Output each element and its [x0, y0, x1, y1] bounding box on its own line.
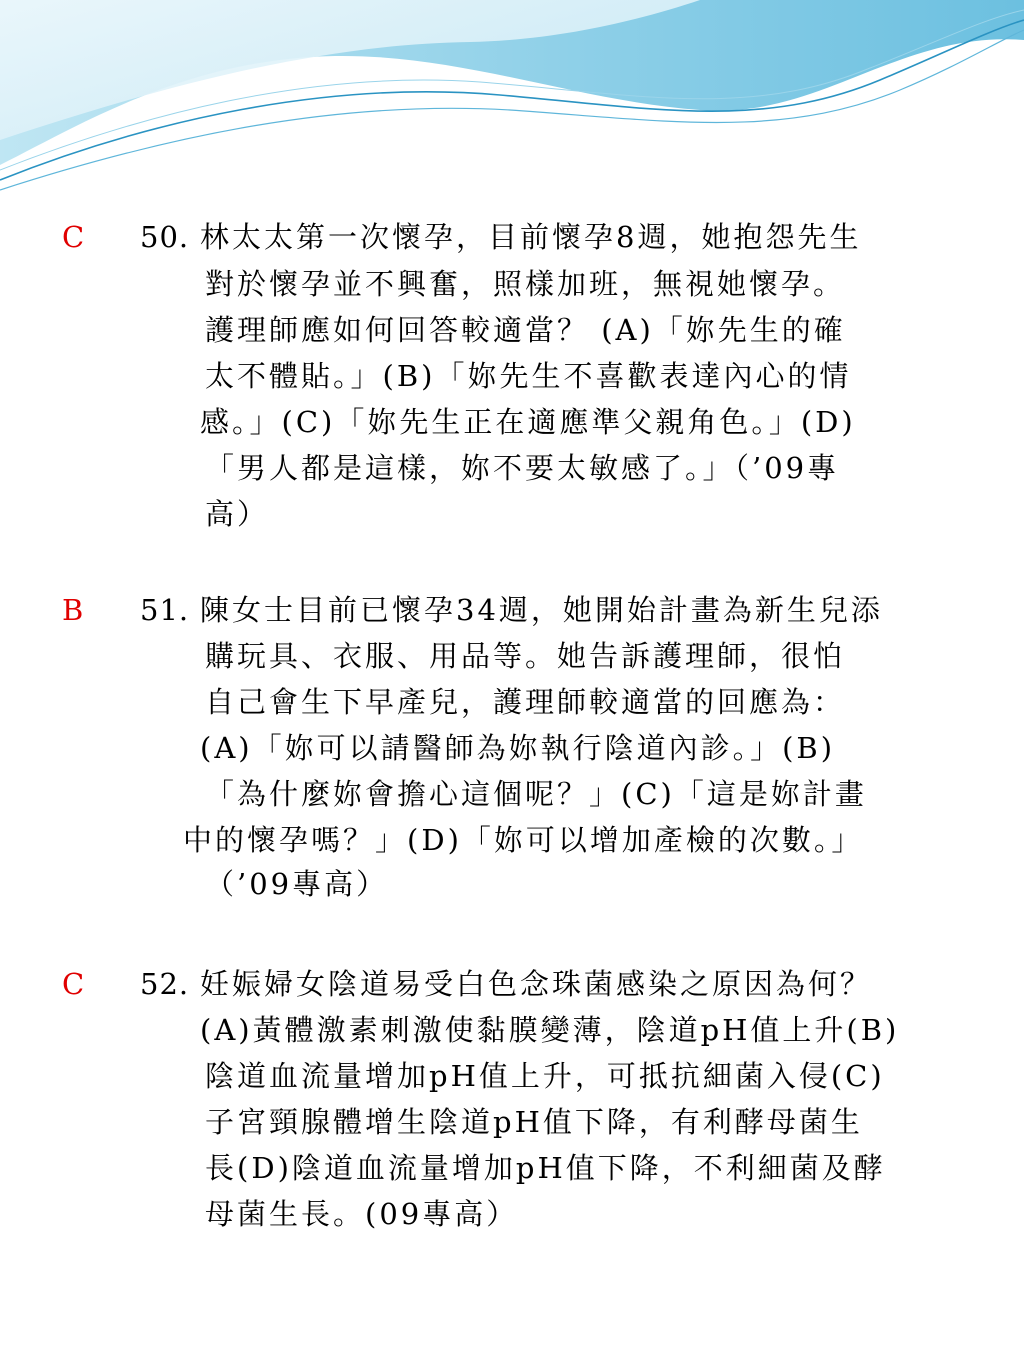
question-line: 陰道血流量增加pH值上升，可抵抗細菌入侵(C)	[205, 1059, 885, 1093]
question-line: 母菌生長。(09專高）	[205, 1197, 519, 1231]
question-line: (A)黃體激素刺激使黏膜變薄，陰道pH值上升(B)	[200, 1013, 900, 1047]
question-number: 50.	[140, 220, 190, 254]
question-number: 52.	[140, 967, 190, 1001]
answer-key: B	[62, 593, 84, 627]
question-line: 長(D)陰道血流量增加pH值下降，不利細菌及酵	[205, 1151, 886, 1185]
question-line: （’09專高）	[205, 867, 389, 901]
question-line: 林太太第一次懷孕，目前懷孕8週，她抱怨先生	[200, 220, 862, 254]
question-line: 「男人都是這樣，妳不要太敏感了。」（’09專	[205, 451, 840, 485]
question-line: 妊娠婦女陰道易受白色念珠菌感染之原因為何？	[200, 967, 873, 1001]
question-line: 太不體貼。」(B)「妳先生不喜歡表達內心的情	[205, 359, 852, 393]
question-line: 護理師應如何回答較適當？ (A)「妳先生的確	[205, 313, 846, 347]
question-line: 購玩具、衣服、用品等。她告訴護理師，很怕	[205, 639, 846, 673]
question-line: (A)「妳可以請醫師為妳執行陰道內診。」(B)	[200, 731, 836, 765]
answer-key: C	[62, 967, 85, 1001]
question-line: 子宮頸腺體增生陰道pH值下降，有利酵母菌生	[205, 1105, 863, 1139]
question-line: 高）	[205, 497, 270, 531]
question-line: 中的懷孕嗎？」(D)「妳可以增加產檢的次數。」	[183, 823, 864, 857]
question-line: 感。」(C)「妳先生正在適應準父親角色。」(D)	[200, 405, 856, 439]
answer-key: C	[62, 220, 85, 254]
question-number: 51.	[140, 593, 190, 627]
question-line: 對於懷孕並不興奮，照樣加班，無視她懷孕。	[205, 267, 846, 301]
question-line: 陳女士目前已懷孕34週，她開始計畫為新生兒添	[200, 593, 883, 627]
question-line: 「為什麼妳會擔心這個呢？」(C)「這是妳計畫	[205, 777, 867, 811]
question-line: 自己會生下早產兒，護理師較適當的回應為：	[205, 685, 846, 719]
header-wave-banner	[0, 0, 1024, 215]
